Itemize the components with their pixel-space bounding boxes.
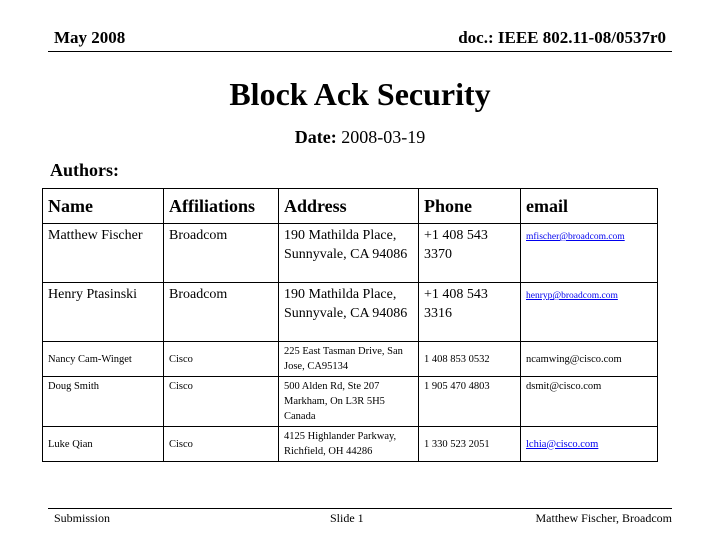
header-doc-id: doc.: IEEE 802.11-08/0537r0 (458, 28, 666, 47)
date-value: 2008-03-19 (341, 127, 426, 147)
column-header-email: email (521, 189, 658, 224)
author-affiliation: Cisco (164, 427, 279, 462)
author-email-link[interactable]: mfischer@broadcom.com (526, 232, 625, 242)
author-name: Nancy Cam-Winget (43, 342, 164, 377)
author-email-link[interactable]: henryp@broadcom.com (526, 291, 618, 301)
authors-table (42, 188, 658, 462)
author-phone: +1 408 543 3316 (419, 283, 521, 342)
column-header-address: Address (279, 189, 419, 224)
author-address: 190 Mathilda Place, Sunnyvale, CA 94086 (279, 283, 419, 342)
author-phone: 1 408 853 0532 (419, 342, 521, 377)
table-row (43, 224, 658, 283)
author-address: 225 East Tasman Drive, San Jose, CA95134 (279, 342, 419, 377)
table-row (43, 283, 658, 342)
footer-submission: Submission (54, 511, 111, 525)
author-phone: +1 408 543 3370 (419, 224, 521, 283)
author-phone: 1 330 523 2051 (419, 427, 521, 462)
author-address: 190 Mathilda Place, Sunnyvale, CA 94086 (279, 224, 419, 283)
author-affiliation: Cisco (164, 342, 279, 377)
header-date: May 2008 (54, 28, 126, 47)
author-email: ncamwing@cisco.com (521, 342, 658, 377)
column-header-affiliations: Affiliations (164, 189, 279, 224)
authors-label: Authors: (50, 160, 120, 180)
table-row (43, 377, 658, 427)
author-name: Luke Qian (43, 427, 164, 462)
author-email-link[interactable]: lchia@cisco.com (526, 438, 599, 450)
author-address: 500 Alden Rd, Ste 207 Markham, On L3R 5H5 Canada (279, 377, 419, 427)
table-header-row (43, 189, 658, 224)
author-affiliation: Cisco (164, 377, 279, 427)
column-header-name: Name (43, 189, 164, 224)
column-header-phone: Phone (419, 189, 521, 224)
table-row (43, 427, 658, 462)
header-divider (48, 51, 672, 52)
footer-author: Matthew Fischer, Broadcom (535, 511, 672, 525)
author-affiliation: Broadcom (164, 224, 279, 283)
author-affiliation: Broadcom (164, 283, 279, 342)
date-label: Date: (294, 127, 337, 147)
author-email-cell (521, 283, 658, 342)
author-email-cell (521, 224, 658, 283)
footer-slide-number: Slide 1 (330, 511, 364, 525)
table-row (43, 342, 658, 377)
author-email-cell (521, 427, 658, 462)
author-name: Doug Smith (43, 377, 164, 427)
author-phone: 1 905 470 4803 (419, 377, 521, 427)
footer-divider (48, 508, 672, 509)
author-name: Henry Ptasinski (43, 283, 164, 342)
slide-title: Block Ack Security (229, 76, 491, 112)
author-email: dsmit@cisco.com (521, 377, 658, 427)
author-name: Matthew Fischer (43, 224, 164, 283)
date-line (0, 127, 720, 148)
author-address: 4125 Highlander Parkway, Richfield, OH 44286 (279, 427, 419, 462)
